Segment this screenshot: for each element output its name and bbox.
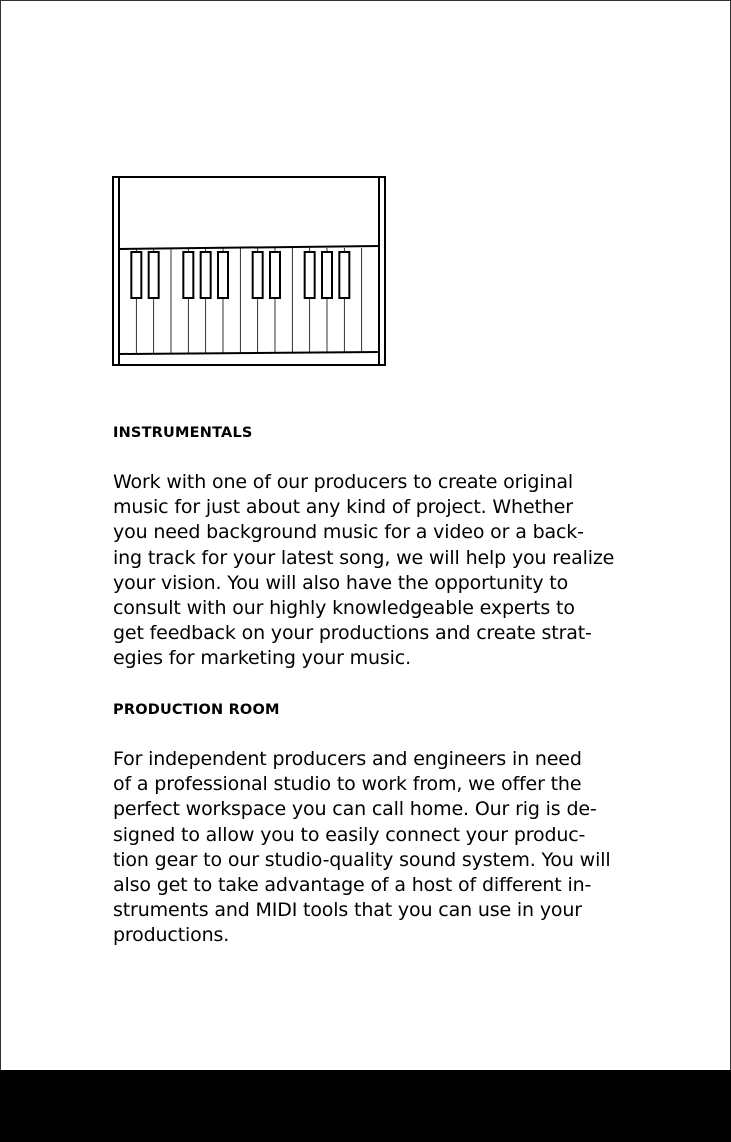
- text-line: you need background music for a video or a back-: [113, 521, 584, 544]
- text-line: perfect workspace you can call home. Our rig is de-: [113, 798, 597, 821]
- section-heading-production-room: PRODUCTION ROOM: [113, 702, 280, 718]
- text-line: For independent producers and engineers in need: [113, 748, 582, 770]
- black-key: [322, 252, 332, 298]
- black-key: [253, 252, 263, 298]
- text-line: Work with one of our producers to create original: [113, 471, 573, 493]
- section-heading-instrumentals: INSTRUMENTALS: [113, 425, 253, 441]
- black-key: [218, 252, 228, 298]
- text-line: productions.: [113, 924, 230, 947]
- text-line: signed to allow you to easily connect your produc-: [113, 823, 586, 846]
- text-line: tion gear to our studio-quality sound system. You will: [113, 848, 611, 871]
- black-key: [305, 252, 315, 298]
- section-text-instrumentals: [113, 470, 653, 672]
- black-key: [183, 252, 193, 298]
- section-text-production-room: [113, 747, 653, 949]
- text-line: also get to take advantage of a host of different in-: [113, 874, 592, 897]
- text-line: consult with our highly knowledgeable experts to: [113, 597, 575, 620]
- black-key: [339, 252, 349, 298]
- text-line: of a professional studio to work from, we offer the: [113, 773, 582, 796]
- black-key: [270, 252, 280, 298]
- text-line: egies for marketing your music.: [113, 647, 411, 670]
- black-key: [131, 252, 141, 298]
- piano-keyboard-icon: [108, 172, 390, 372]
- text-line: get feedback on your productions and create strat-: [113, 622, 592, 645]
- text-line: struments and MIDI tools that you can use in your: [113, 899, 582, 922]
- text-line: music for just about any kind of project. Whether: [113, 496, 573, 519]
- text-line: your vision. You will also have the opportunity to: [113, 571, 569, 594]
- footer-bar: [0, 1070, 731, 1142]
- text-line: ing track for your latest song, we will help you realize: [113, 546, 615, 569]
- black-key: [201, 252, 211, 298]
- black-key: [149, 252, 159, 298]
